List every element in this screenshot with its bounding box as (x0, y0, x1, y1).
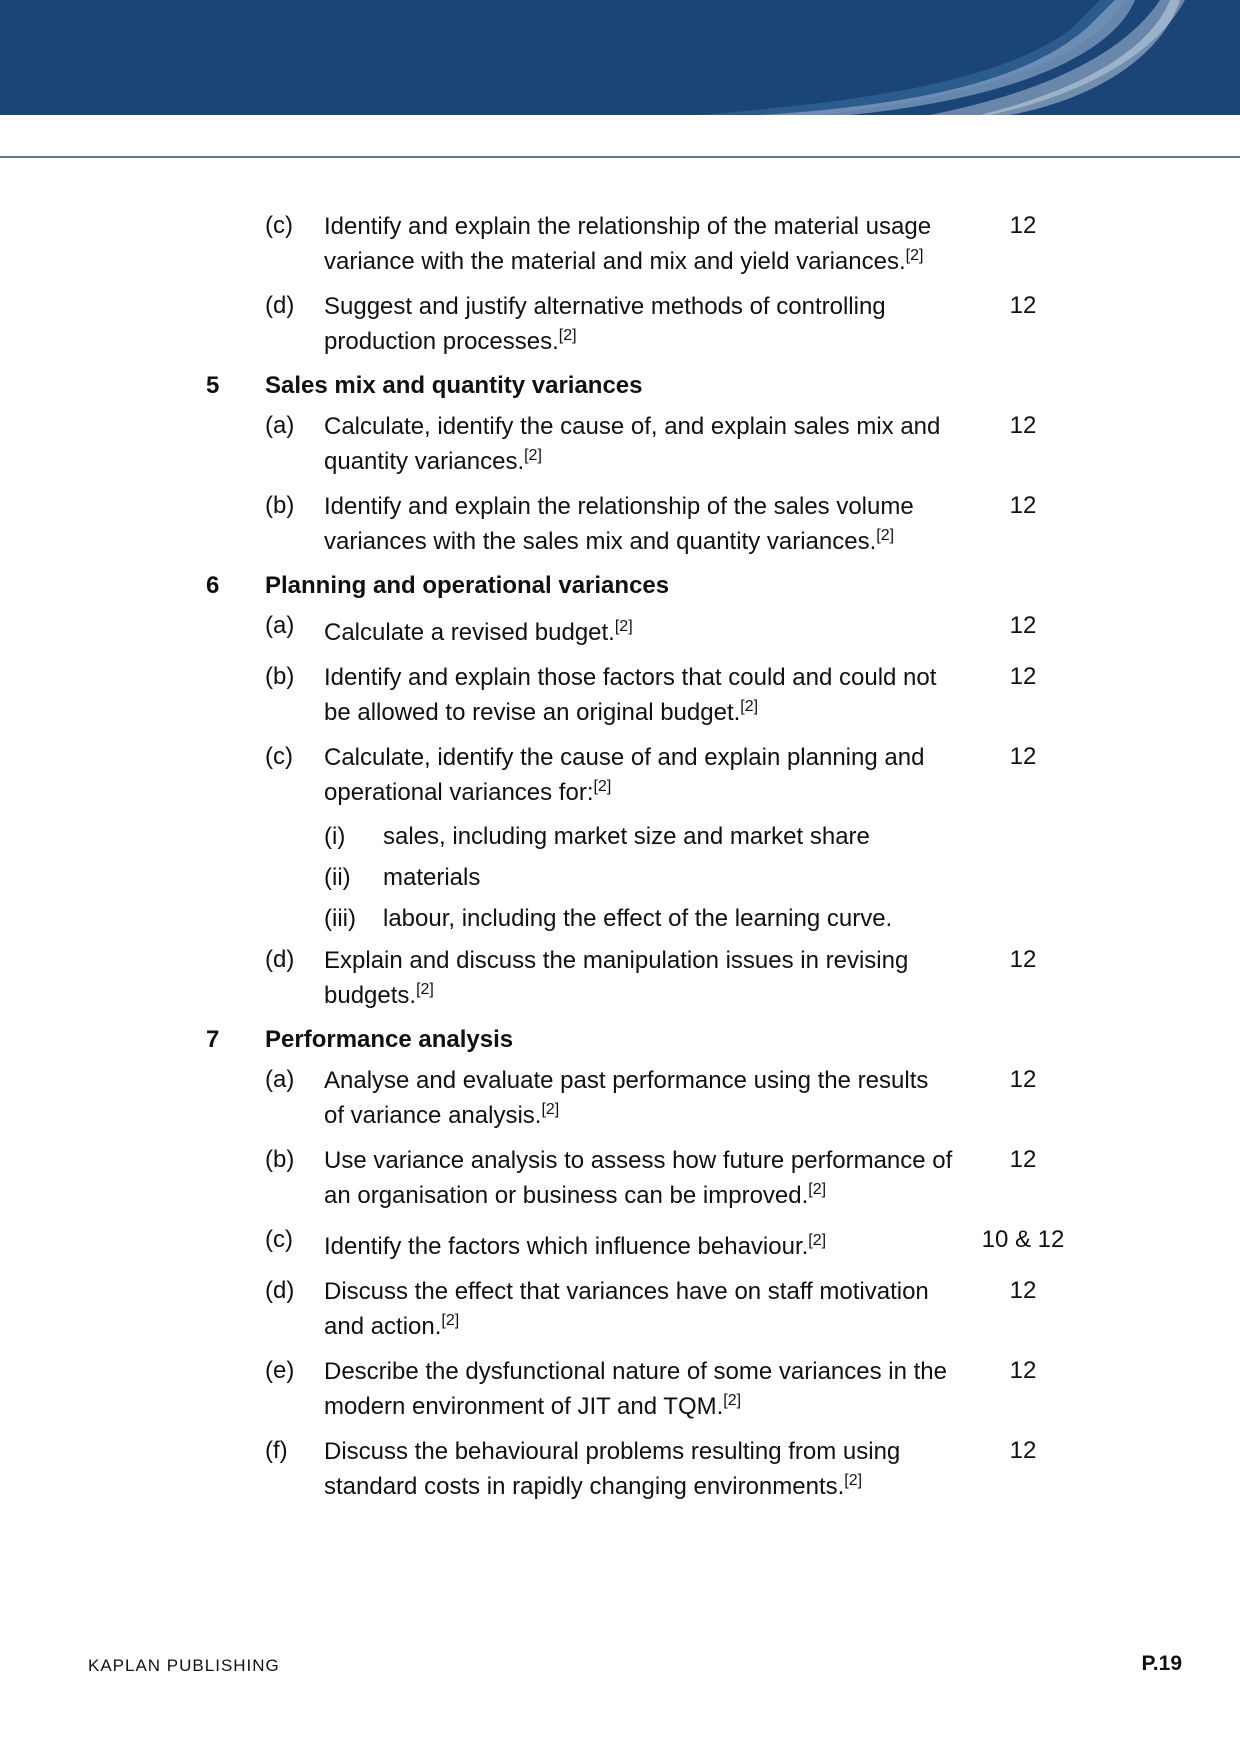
item-label: (c) (265, 1226, 293, 1253)
footer-publisher: KAPLAN PUBLISHING (88, 1656, 280, 1675)
item-label: (b) (265, 663, 295, 690)
item-level-marker: [2] (844, 1472, 863, 1489)
section-heading (0, 1022, 1240, 1062)
header-swoosh-graphic (0, 0, 1240, 115)
item-text-block (324, 1142, 954, 1210)
syllabus-item (0, 1062, 1240, 1142)
item-level-marker: [2] (905, 247, 924, 264)
item-text-block (324, 288, 954, 356)
syllabus-content (0, 208, 1240, 1513)
subitem-text: labour, including the effect of the learning curve. (383, 905, 893, 932)
item-text: Calculate a revised budget. (324, 619, 615, 646)
syllabus-item (0, 488, 1240, 568)
section-number: 5 (206, 372, 220, 399)
section-title: Sales mix and quantity variances (265, 372, 643, 399)
item-text: Discuss the effect that variances have on staff motivation and action. (324, 1278, 929, 1340)
syllabus-item (0, 608, 1240, 659)
syllabus-subitem (0, 860, 1240, 901)
item-text: Suggest and justify alternative methods of controlling production processes. (324, 293, 886, 355)
item-text-block (324, 208, 954, 276)
item-text: Use variance analysis to assess how future performance of an organisation or business can be improved. (324, 1147, 953, 1209)
item-level-marker: [2] (740, 698, 759, 715)
item-text-block (324, 1222, 954, 1261)
syllabus-item (0, 1433, 1240, 1513)
syllabus-subitem (0, 901, 1240, 942)
item-label: (a) (265, 1066, 295, 1093)
item-level-marker: [2] (808, 1232, 827, 1249)
item-text-block (324, 608, 954, 647)
subitem-text: sales, including market size and market share (383, 823, 870, 850)
syllabus-item (0, 659, 1240, 739)
item-text-block (324, 1433, 954, 1501)
item-label: (a) (265, 612, 295, 639)
syllabus-subitem (0, 819, 1240, 860)
item-level-marker: [2] (723, 1392, 742, 1409)
item-text: Calculate, identify the cause of, and explain sales mix and quantity variances. (324, 413, 941, 475)
item-chapter-ref: 12 (1009, 492, 1037, 519)
section-title: Performance analysis (265, 1026, 514, 1053)
syllabus-item (0, 739, 1240, 819)
item-text: Analyse and evaluate past performance using the results of variance analysis. (324, 1067, 929, 1129)
subitem-label: (ii) (324, 864, 351, 891)
item-level-marker: [2] (614, 618, 633, 635)
syllabus-item (0, 208, 1240, 288)
syllabus-item (0, 942, 1240, 1022)
item-text-block (324, 1273, 954, 1341)
item-label: (d) (265, 292, 295, 319)
section-heading (0, 368, 1240, 408)
item-text-block (324, 1353, 954, 1421)
item-text-block (324, 408, 954, 476)
item-level-marker: [2] (593, 778, 612, 795)
item-level-marker: [2] (541, 1101, 560, 1118)
item-chapter-ref: 12 (1009, 663, 1037, 690)
item-text: Identify and explain those factors that could and could not be allowed to revise an original budget. (324, 664, 937, 726)
item-text-block (324, 488, 954, 556)
item-text-block (324, 739, 954, 807)
item-chapter-ref: 12 (1009, 946, 1037, 973)
item-label: (b) (265, 492, 295, 519)
syllabus-item (0, 1142, 1240, 1222)
item-text: Describe the dysfunctional nature of some variances in the modern environment of JIT and TQM. (324, 1358, 948, 1420)
item-label: (e) (265, 1357, 295, 1384)
subitem-text: materials (383, 864, 481, 891)
syllabus-item (0, 1273, 1240, 1353)
item-chapter-ref: 12 (1009, 1277, 1037, 1304)
item-text: Identify the factors which influence behaviour. (324, 1233, 809, 1260)
syllabus-item (0, 1353, 1240, 1433)
item-label: (a) (265, 412, 295, 439)
item-chapter-ref: 12 (1009, 612, 1037, 639)
item-text: Identify and explain the relationship of the material usage variance with the material and mix and yield variances. (324, 213, 932, 275)
syllabus-item (0, 1222, 1240, 1273)
footer-page-number: P.19 (1141, 1652, 1182, 1675)
section-number: 6 (206, 572, 220, 599)
item-chapter-ref: 12 (1009, 1437, 1037, 1464)
item-chapter-ref: 12 (1009, 1357, 1037, 1384)
item-chapter-ref: 12 (1009, 1066, 1037, 1093)
item-chapter-ref: 12 (1009, 412, 1037, 439)
item-level-marker: [2] (441, 1312, 460, 1329)
item-text-block (324, 659, 954, 727)
item-chapter-ref: 12 (1009, 212, 1037, 239)
item-label: (d) (265, 1277, 295, 1304)
item-level-marker: [2] (558, 327, 577, 344)
header-rule (0, 156, 1240, 158)
item-level-marker: [2] (416, 981, 434, 998)
item-level-marker: [2] (808, 1181, 827, 1198)
section-title: Planning and operational variances (265, 572, 670, 599)
syllabus-item (0, 288, 1240, 368)
item-label: (c) (265, 743, 293, 770)
item-level-marker: [2] (524, 447, 542, 464)
section-number: 7 (206, 1026, 220, 1053)
item-text-block (324, 1062, 954, 1130)
header-banner (0, 0, 1240, 115)
item-text: Calculate, identify the cause of and explain planning and operational variances for: (324, 744, 925, 806)
item-text: Explain and discuss the manipulation issues in revising budgets. (324, 947, 909, 1009)
item-chapter-ref: 12 (1009, 1146, 1037, 1173)
section-heading (0, 568, 1240, 608)
item-label: (d) (265, 946, 295, 973)
item-label: (b) (265, 1146, 295, 1173)
syllabus-item (0, 408, 1240, 488)
item-text: Discuss the behavioural problems resulting from using standard costs in rapidly changing environments. (324, 1438, 901, 1500)
item-label: (f) (265, 1437, 288, 1464)
item-chapter-ref: 12 (1009, 292, 1037, 319)
item-label: (c) (265, 212, 293, 239)
item-chapter-ref: 10 & 12 (981, 1226, 1065, 1253)
subitem-label: (iii) (324, 905, 356, 932)
item-text: Identify and explain the relationship of the sales volume variances with the sales mix and quantity variances. (324, 493, 914, 555)
item-level-marker: [2] (876, 527, 895, 544)
item-text-block (324, 942, 954, 1010)
subitem-label: (i) (324, 823, 346, 850)
item-chapter-ref: 12 (1009, 743, 1037, 770)
